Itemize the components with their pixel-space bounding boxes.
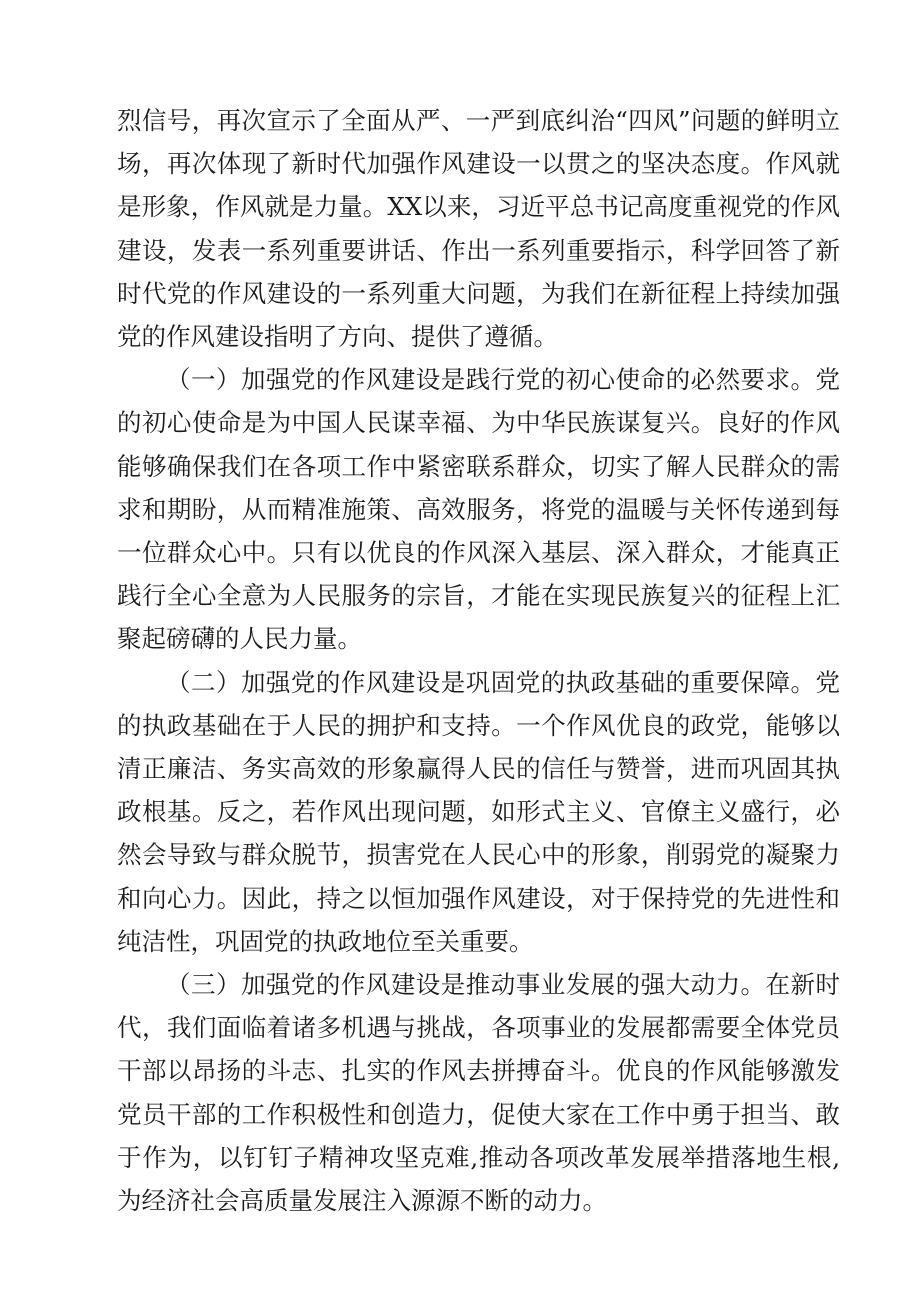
paragraph-section-3: （三）加强党的作风建设是推动事业发展的强大动力。在新时代，我们面临着诸多机遇与挑战，各项事业的发展都需要全体党员干部以昂扬的斗志、扎实的作风去拼搏奋斗。优良的作风能够激发党员干部的工作积极性和创造力，促使大家在工作中勇于担当、敢于作为，以钉钉子精神攻坚克难,推动各项改革发展举措落地生根,为经济社会高质量发展注入源源不断的动力。 — [117, 970, 840, 1216]
paragraph-section-2: （二）加强党的作风建设是巩固党的执政基础的重要保障。党的执政基础在于人民的拥护和支持。一个作风优良的政党，能够以清正廉洁、务实高效的形象赢得人民的信任与赞誉，进而巩固其执政根基。反之，若作风出现问题，如形式主义、官僚主义盛行，必然会导致与群众脱节，损害党在人民心中的形象，削弱党的凝聚力和向心力。因此，持之以恒加强作风建设，对于保持党的先进性和纯洁性，巩固党的执政地位至关重要。 — [117, 667, 840, 956]
paragraph-continuation: 烈信号，再次宣示了全面从严、一严到底纠治“四风”问题的鲜明立场，再次体现了新时代加强作风建设一以贯之的坚决态度。作风就是形象，作风就是力量。XX以来，习近平总书记高度重视党的作风建设，发表一系列重要讲话、作出一系列重要指示，科学回答了新时代党的作风建设的一系列重大问题，为我们在新征程上持续加强党的作风建设指明了方向、提供了遵循。 — [117, 106, 840, 352]
paragraph-section-1: （一）加强党的作风建设是践行党的初心使命的必然要求。党的初心使命是为中国人民谋幸福、为中华民族谋复兴。良好的作风能够确保我们在各项工作中紧密联系群众，切实了解人民群众的需求和期盼，从而精准施策、高效服务，将党的温暖与关怀传递到每一位群众心中。只有以优良的作风深入基层、深入群众，才能真正践行全心全意为人民服务的宗旨，才能在实现民族复兴的征程上汇聚起磅礴的人民力量。 — [117, 365, 840, 654]
document-body — [117, 99, 840, 1222]
